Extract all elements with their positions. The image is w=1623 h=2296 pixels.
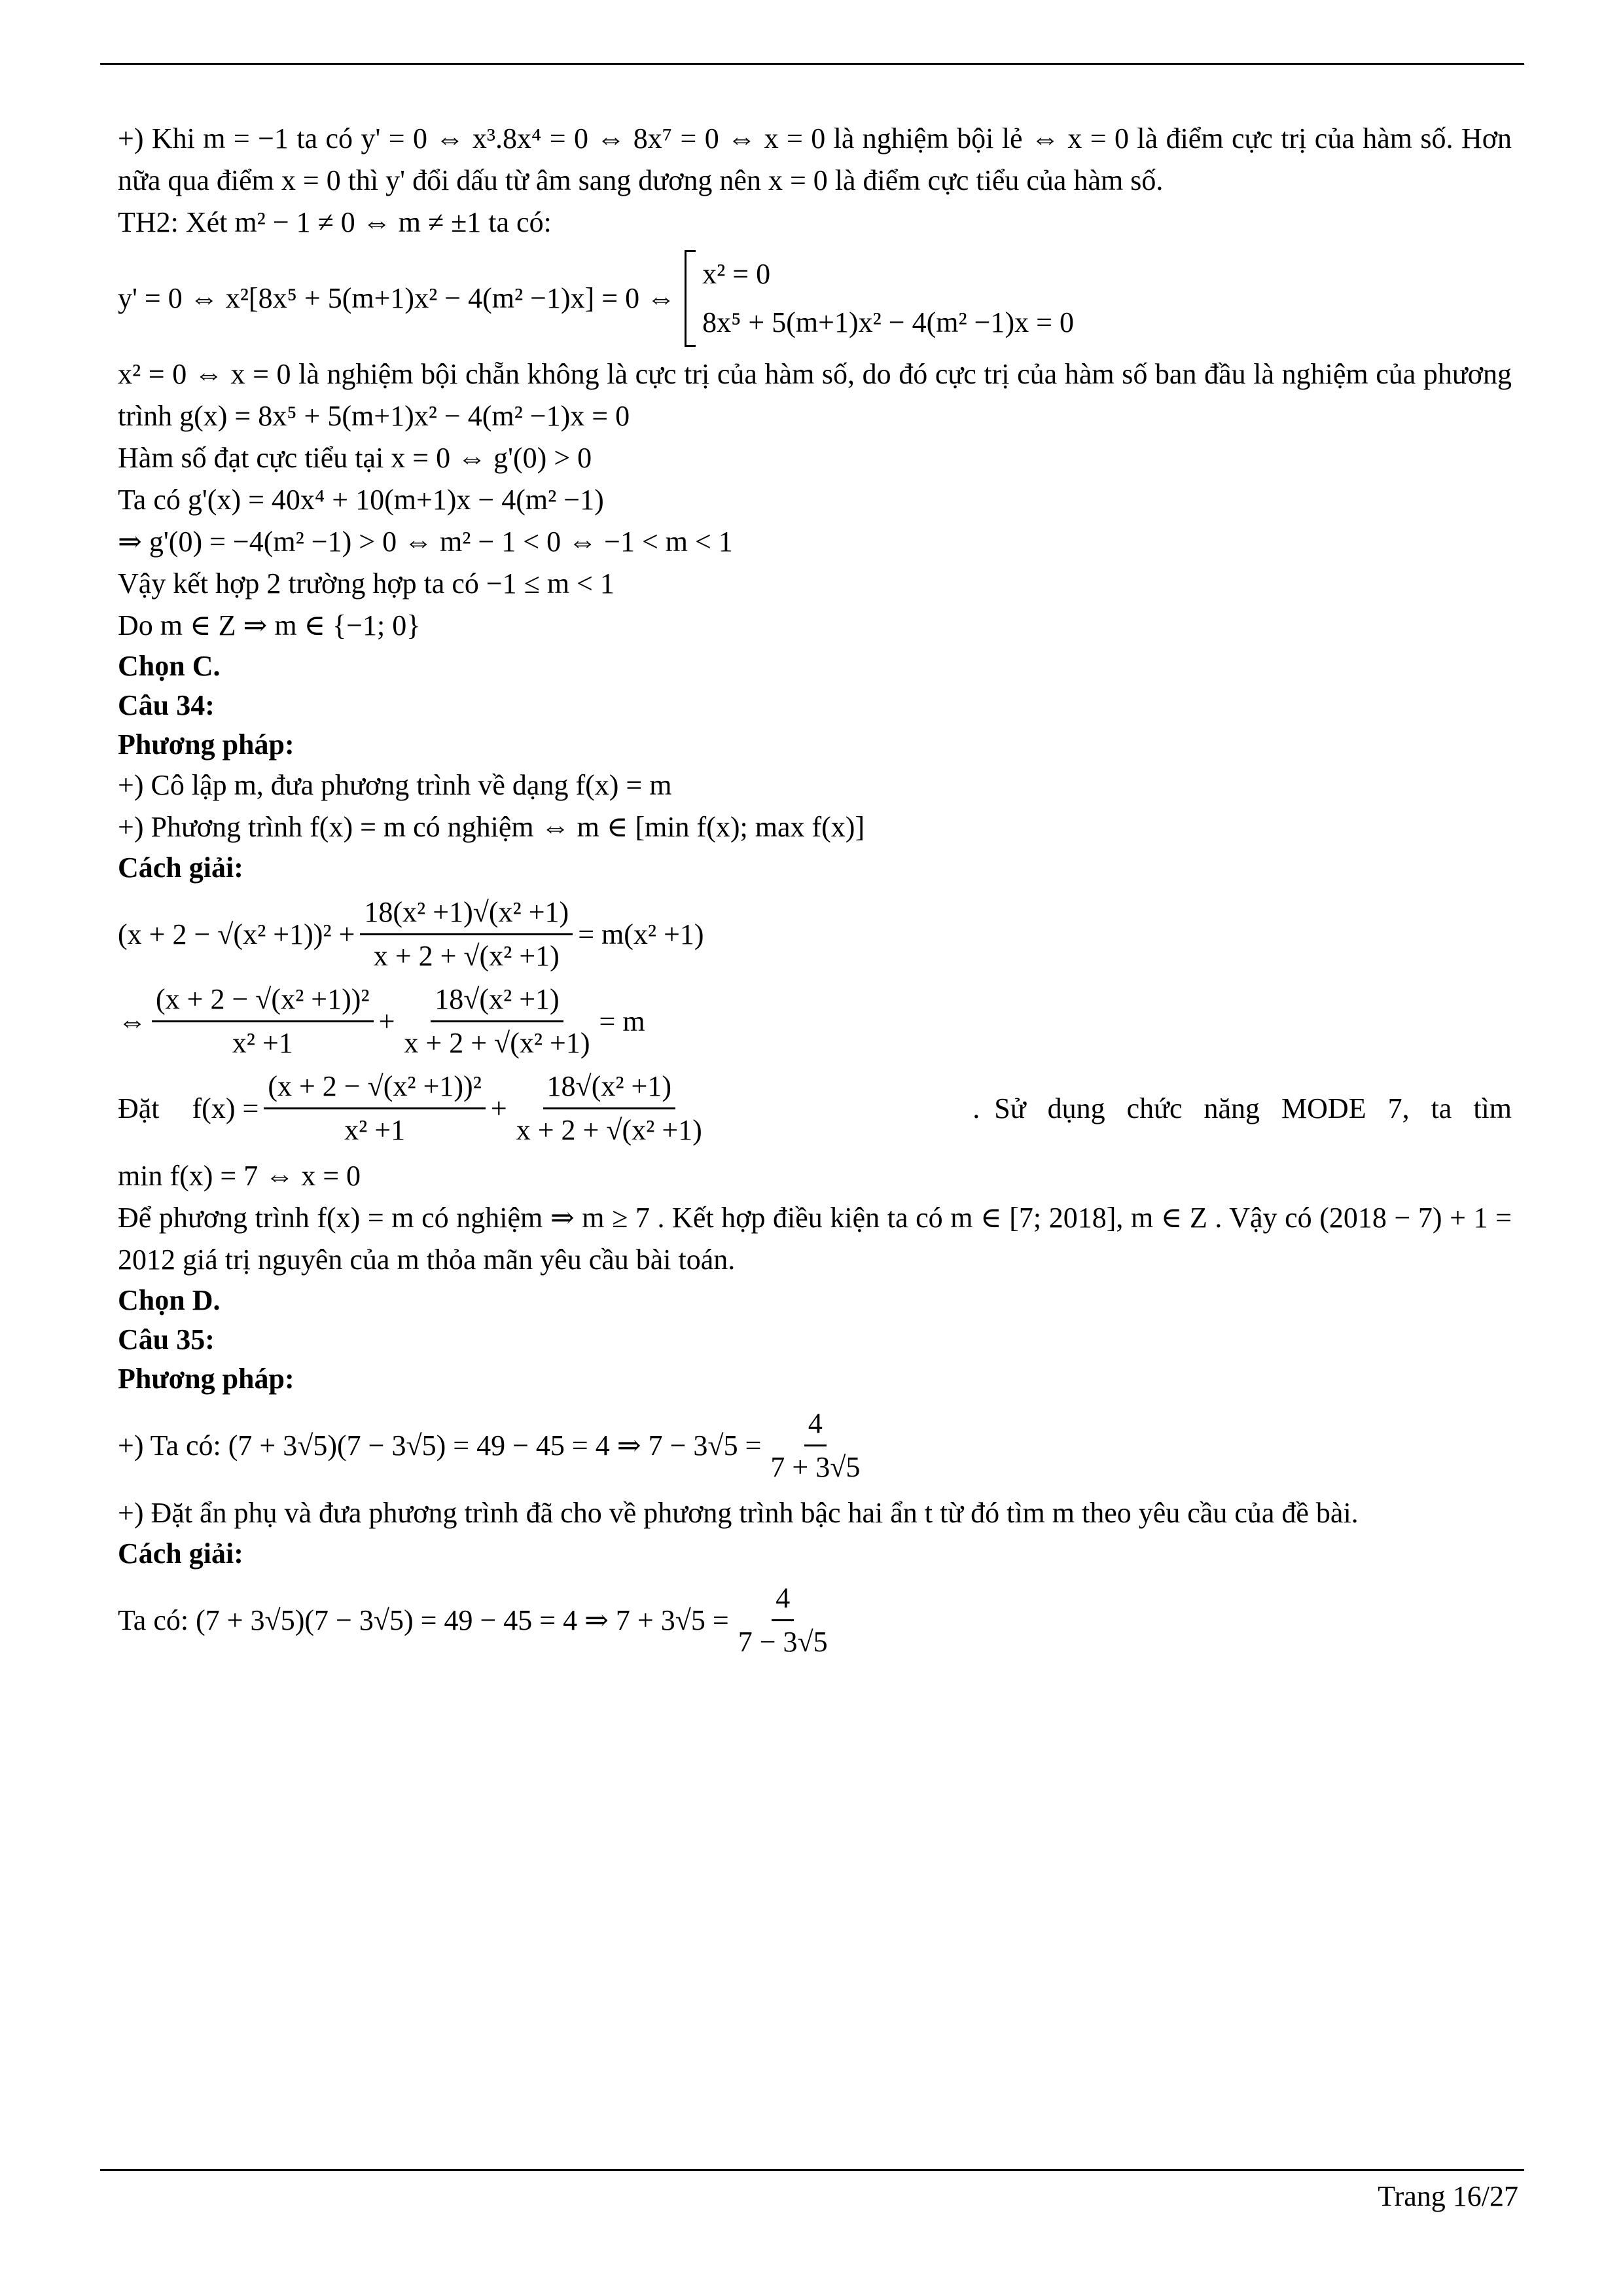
define-tail: . Sử dụng chức năng MODE 7, ta tìm bbox=[972, 1092, 1512, 1124]
define-denominator-1: x² +1 bbox=[344, 1114, 406, 1146]
solution-35-denominator: 7 − 3√5 bbox=[738, 1626, 828, 1658]
system-case-2: 8x⁵ + 5(m+1)x² − 4(m² −1)x = 0 bbox=[702, 306, 1074, 338]
solution-35-fraction bbox=[734, 1580, 832, 1660]
question-34-heading: Câu 34: bbox=[118, 689, 215, 721]
method-34-step-1: +) Cô lập m, đưa phương trình về dạng f(x) = m bbox=[118, 769, 672, 801]
equation-equivalent bbox=[118, 981, 1512, 1062]
eq2-numerator-2: 18√(x² +1) bbox=[431, 981, 563, 1022]
eq2-plus: + bbox=[378, 1005, 395, 1037]
define-fraction-2 bbox=[512, 1068, 706, 1149]
solution-heading-35: Cách giải: bbox=[118, 1537, 243, 1570]
case-two-intro: TH2: Xét m² − 1 ≠ 0 ⇔ m ≠ ±1 ta có: bbox=[118, 206, 552, 238]
define-plus: + bbox=[490, 1092, 507, 1124]
eq1-numerator: 18(x² +1)√(x² +1) bbox=[360, 894, 573, 935]
method-35-step-2: +) Đặt ẩn phụ và đưa phương trình đã cho về phương trình bậc hai ẩn t từ đó tìm m theo yêu cầu của đề bài. bbox=[118, 1497, 1359, 1529]
equation-original bbox=[118, 894, 1512, 975]
min-condition-text: Hàm số đạt cực tiểu tại x = 0 ⇔ g'(0) > 0 bbox=[118, 442, 592, 474]
eq1-left: (x + 2 − √(x² +1))² + bbox=[118, 918, 355, 950]
g-prime-zero-text: ⇒ g'(0) = −4(m² −1) > 0 ⇔ m² − 1 < 0 ⇔ −1 < m < 1 bbox=[118, 526, 733, 558]
method-heading-35: Phương pháp: bbox=[118, 1363, 294, 1395]
eq2-denominator-2: x + 2 + √(x² +1) bbox=[404, 1027, 590, 1059]
footer-rule bbox=[100, 2169, 1524, 2171]
define-denominator-2: x + 2 + √(x² +1) bbox=[516, 1114, 702, 1146]
count-solutions-text: Để phương trình f(x) = m có nghiệm ⇒ m ≥ 7 . Kết hợp điều kiện ta có m ∈ [7; 2018], m ∈ Z . Vậy có (2018 − 7) + 1 = 2012 giá trị nguyên của m thỏa mãn yêu cầu bài toán. bbox=[118, 1202, 1512, 1276]
eq1-denominator: x + 2 + √(x² +1) bbox=[373, 940, 560, 972]
solution-35-left: Ta có: (7 + 3√5)(7 − 3√5) = 49 − 45 = 4 ⇒ 7 + 3√5 = bbox=[118, 1604, 729, 1636]
method-34-step-2: +) Phương trình f(x) = m có nghiệm ⇔ m ∈ [min f(x); max f(x)] bbox=[118, 811, 865, 843]
define-f-line bbox=[118, 1068, 1512, 1149]
define-numerator-2: 18√(x² +1) bbox=[543, 1068, 675, 1109]
min-f-text: min f(x) = 7 ⇔ x = 0 bbox=[118, 1160, 361, 1192]
case-m-minus-one-text: +) Khi m = −1 ta có y' = 0 ⇔ x³.8x⁴ = 0 ⇔ 8x⁷ = 0 ⇔ x = 0 là nghiệm bội lẻ ⇔ x = 0 là điểm cực trị của hàm số. Hơn nữa qua điểm x = 0 thì y' đổi dấu từ âm sang dương nên x = 0 là điểm cực tiểu của hàm số. bbox=[118, 122, 1512, 196]
derivative-equation bbox=[118, 250, 1512, 347]
page-number: Trang 16/27 bbox=[1378, 2180, 1518, 2212]
eq1-right: = m(x² +1) bbox=[578, 918, 704, 950]
define-fraction-1 bbox=[264, 1068, 486, 1149]
eq2-numerator-1: (x + 2 − √(x² +1))² bbox=[152, 981, 374, 1022]
even-root-text: x² = 0 ⇔ x = 0 là nghiệm bội chẵn không là cực trị của hàm số, do đó cực trị của hàm số ban đầu là nghiệm của phương trình g(x) = 8x⁵ + 5(m+1)x² − 4(m² −1)x = 0 bbox=[118, 358, 1512, 432]
method-35-fraction bbox=[766, 1405, 864, 1486]
eq2-symbol: ⇔ bbox=[118, 1005, 147, 1037]
system-bracket bbox=[685, 250, 696, 347]
solution-heading-34: Cách giải: bbox=[118, 852, 243, 884]
eq2-right: = m bbox=[599, 1005, 645, 1037]
method-35-step-1 bbox=[118, 1405, 1512, 1486]
method-35-left: +) Ta có: (7 + 3√5)(7 − 3√5) = 49 − 45 = 4 ⇒ 7 − 3√5 = bbox=[118, 1429, 762, 1462]
solution-35-line bbox=[118, 1580, 1512, 1660]
integer-m-text: Do m ∈ Z ⇒ m ∈ {−1; 0} bbox=[118, 609, 421, 641]
method-heading-34: Phương pháp: bbox=[118, 728, 294, 761]
case-system bbox=[685, 250, 1074, 347]
g-prime-text: Ta có g'(x) = 40x⁴ + 10(m+1)x − 4(m² −1) bbox=[118, 484, 604, 516]
eq2-fraction-1 bbox=[152, 981, 374, 1062]
combine-cases-text: Vậy kết hợp 2 trường hợp ta có −1 ≤ m < 1 bbox=[118, 567, 615, 600]
answer-c: Chọn C. bbox=[118, 650, 221, 682]
page-content bbox=[118, 118, 1512, 1667]
eq1-fraction bbox=[360, 894, 573, 975]
define-fx: f(x) = bbox=[192, 1092, 259, 1124]
solution-35-numerator: 4 bbox=[772, 1580, 794, 1621]
answer-d: Chọn D. bbox=[118, 1284, 221, 1316]
method-35-denominator: 7 + 3√5 bbox=[770, 1451, 861, 1483]
header-rule bbox=[100, 63, 1524, 65]
question-35-heading: Câu 35: bbox=[118, 1323, 215, 1355]
eq2-denominator-1: x² +1 bbox=[232, 1027, 293, 1059]
method-35-numerator: 4 bbox=[804, 1405, 827, 1446]
derivative-left: y' = 0 ⇔ x²[8x⁵ + 5(m+1)x² − 4(m² −1)x] = 0 ⇔ bbox=[118, 282, 676, 314]
system-case-1: x² = 0 bbox=[702, 258, 771, 290]
eq2-fraction-2 bbox=[400, 981, 594, 1062]
define-numerator-1: (x + 2 − √(x² +1))² bbox=[264, 1068, 486, 1109]
define-word: Đặt bbox=[118, 1092, 160, 1124]
